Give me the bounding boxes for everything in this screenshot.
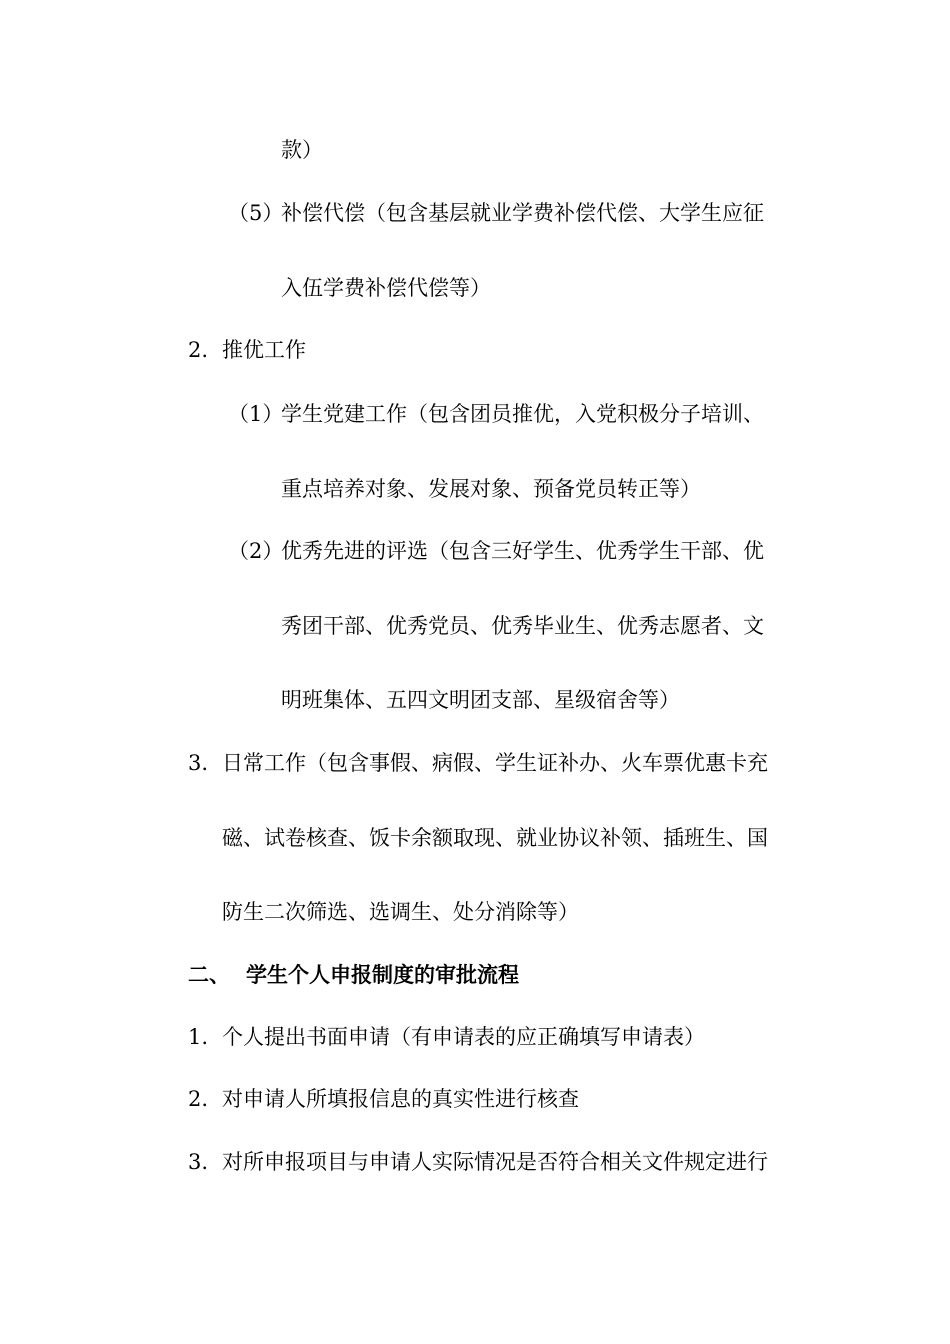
text-line: 推优工作: [222, 338, 306, 362]
text-line: 明班集体、五四文明团支部、星级宿舍等）: [281, 688, 680, 712]
list-marker: 2.: [188, 338, 209, 362]
list-marker: 3.: [188, 1150, 209, 1174]
list-marker: （5）: [228, 201, 284, 225]
list-marker: 2.: [188, 1087, 209, 1111]
text-line: 防生二次筛选、选调生、处分消除等）: [222, 900, 579, 924]
text-line: 款）: [281, 138, 323, 162]
list-marker: （2）: [228, 539, 284, 563]
section-heading: 学生个人申报制度的审批流程: [246, 962, 519, 987]
section-number: 二、: [188, 962, 230, 987]
text-line: 磁、试卷核查、饭卡余额取现、就业协议补领、插班生、国: [222, 826, 768, 850]
text-line: 补偿代偿（包含基层就业学费补偿代偿、大学生应征: [281, 201, 764, 225]
text-line: 个人提出书面申请（有申请表的应正确填写申请表）: [222, 1025, 705, 1049]
list-marker: 3.: [188, 751, 209, 775]
list-marker: （1）: [228, 402, 284, 426]
text-line: 对所申报项目与申请人实际情况是否符合相关文件规定进行: [222, 1150, 768, 1174]
text-line: 秀团干部、优秀党员、优秀毕业生、优秀志愿者、文: [281, 614, 764, 638]
text-line: 学生党建工作（包含团员推优，入党积极分子培训、: [281, 402, 764, 426]
text-line: 对申请人所填报信息的真实性进行核查: [222, 1087, 579, 1111]
text-line: 重点培养对象、发展对象、预备党员转正等）: [281, 477, 701, 501]
text-line: 优秀先进的评选（包含三好学生、优秀学生干部、优: [281, 539, 764, 563]
text-line: 日常工作（包含事假、病假、学生证补办、火车票优惠卡充: [222, 751, 768, 775]
text-line: 入伍学费补偿代偿等）: [281, 276, 491, 300]
list-marker: 1.: [188, 1025, 209, 1049]
